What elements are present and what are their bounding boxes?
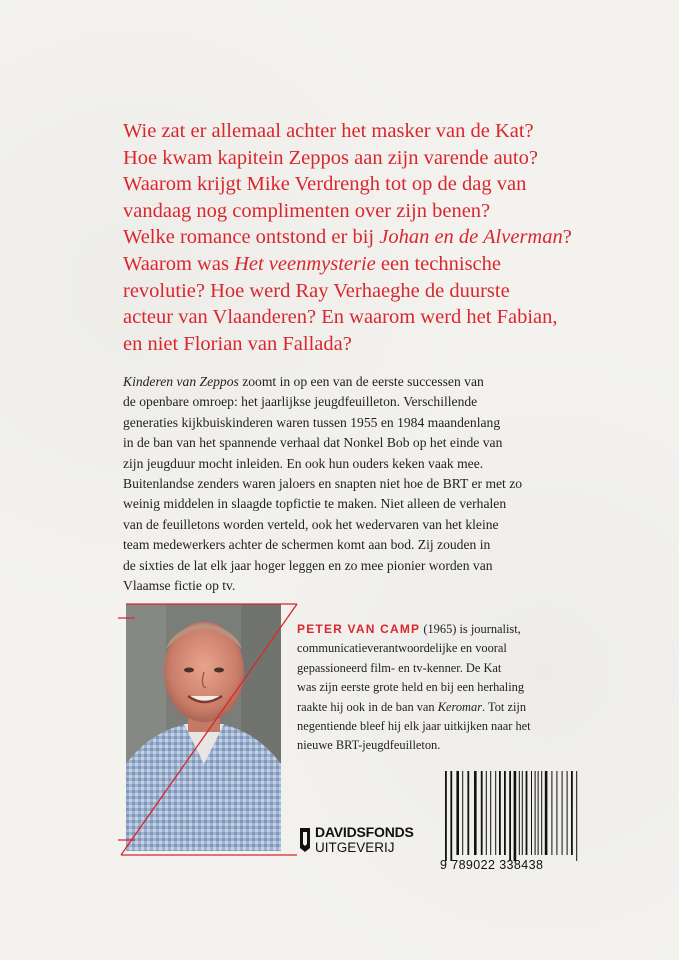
question-line <box>123 171 593 198</box>
publisher-subtitle: UITGEVERIJ <box>315 840 395 855</box>
text-run: in de ban van het spannende verhaal dat Nonkel Bob op het einde van <box>123 435 503 451</box>
barcode-bar <box>531 771 532 855</box>
text-run: de sixties de lat elk jaar hoger leggen en zo mee pionier worden van <box>123 557 493 573</box>
barcode-bar <box>538 771 539 855</box>
barcode-bar <box>526 771 528 855</box>
blurb-line <box>123 576 573 596</box>
blurb-line <box>123 515 573 535</box>
text-run: raakte hij ook in de ban van <box>297 699 438 714</box>
publisher-logo <box>298 820 438 860</box>
barcode-bar <box>571 771 573 855</box>
text-run: Waarom was <box>123 252 235 275</box>
barcode-bar <box>545 771 548 855</box>
book-blurb <box>123 372 573 596</box>
text-run: generaties kijkbuiskinderen waren tussen 1955 en 1984 maandenlang <box>123 414 501 430</box>
barcode-bar <box>576 771 577 861</box>
question-line <box>123 251 593 278</box>
barcode-bar <box>509 771 511 861</box>
barcode-bar <box>450 771 452 861</box>
isbn-barcode <box>442 771 582 863</box>
text-run: . Tot zijn <box>482 699 527 714</box>
barcode-bar <box>556 771 557 855</box>
barcode-bar <box>486 771 487 855</box>
blurb-line <box>123 535 573 555</box>
text-run: Hoe kwam kapitein Zeppos aan zijn varende auto? <box>123 146 538 169</box>
teaser-questions <box>123 118 593 357</box>
text-run: zoomt in op een van de eerste successen van <box>238 374 484 389</box>
text-run: vandaag nog complimenten over zijn benen? <box>123 199 491 222</box>
barcode-bar <box>495 771 496 855</box>
isbn-number: 9 789022 338438 <box>440 858 544 872</box>
text-run: Vlaamse fictie op tv. <box>123 578 236 594</box>
blurb-line <box>123 494 573 514</box>
barcode-bar <box>519 771 520 855</box>
barcode-bar <box>514 771 517 861</box>
bio-line <box>297 736 577 755</box>
text-run: communicatieverantwoordelijke en vooral <box>297 641 507 656</box>
text-run: van de feuilletons worden verteld, ook het wedervaren van het kleine <box>123 516 499 532</box>
barcode-bar <box>481 771 483 855</box>
barcode-bar <box>522 771 523 855</box>
barcode-bar <box>535 771 536 855</box>
text-run: een technische <box>375 252 501 275</box>
text-run: ? <box>562 226 572 249</box>
question-line <box>123 331 593 358</box>
barcode-bar <box>490 771 491 855</box>
author-portrait-image <box>126 604 281 851</box>
italic-title-text: Keromar <box>437 699 483 714</box>
question-line <box>123 224 593 251</box>
question-line <box>123 145 593 172</box>
author-photo <box>126 604 281 851</box>
barcode-bar <box>445 771 447 861</box>
blurb-line <box>123 392 573 412</box>
text-run: gepassioneerd film- en tv-kenner. De Kat <box>297 660 502 675</box>
barcode-bar <box>562 771 563 855</box>
publisher-logo-icon <box>298 826 312 854</box>
question-line <box>123 278 593 305</box>
text-run: zijn jeugduur mocht inleiden. En ook hun ouders keken vaak mee. <box>123 455 484 471</box>
text-run: en niet Florian van Fallada? <box>123 332 352 355</box>
text-run: Waarom krijgt Mike Verdrengh tot op de dag van <box>123 173 527 196</box>
barcode-bar <box>504 771 506 855</box>
bio-line <box>297 639 577 658</box>
barcode-bar <box>456 771 459 855</box>
question-line <box>123 118 593 145</box>
text-run: (1965) is journalist, <box>420 622 521 636</box>
barcode-bar <box>567 771 568 855</box>
text-run: acteur van Vlaanderen? En waarom werd het Fabian, <box>123 306 558 329</box>
blurb-line <box>123 433 573 453</box>
text-run: de openbare omroep: het jaarlijkse jeugdfeuilleton. Verschillende <box>123 394 478 410</box>
bio-line <box>297 698 577 717</box>
barcode-bar <box>499 771 501 855</box>
question-line <box>123 198 593 225</box>
barcode-bar <box>541 771 542 855</box>
author-name: PETER VAN CAMP <box>297 622 421 636</box>
italic-title-text: Kinderen van Zeppos <box>123 374 239 389</box>
bio-line <box>297 717 577 736</box>
barcode-bar <box>551 771 552 855</box>
text-run: Buitenlandse zenders waren jaloers en snapten niet hoe de BRT er met zo <box>123 476 523 492</box>
text-run: Wie zat er allemaal achter het masker van de Kat? <box>123 120 534 142</box>
blurb-line <box>123 372 573 392</box>
author-bio <box>297 620 577 756</box>
text-run: was zijn eerste grote held en bij een herhaling <box>297 680 525 695</box>
text-run: revolutie? Hoe werd Ray Verhaeghe de duurste <box>123 279 510 302</box>
question-line <box>123 304 593 331</box>
text-run: nieuwe BRT-jeugdfeuilleton. <box>297 738 441 753</box>
blurb-line <box>123 556 573 576</box>
text-run: weinig middelen in slaagde topfictie te maken. Niet alleen de verhalen <box>123 496 507 512</box>
bio-line <box>297 678 577 697</box>
bio-line <box>297 659 577 678</box>
blurb-line <box>123 413 573 433</box>
text-run: Welke romance ontstond er bij <box>123 226 380 249</box>
barcode-bar <box>467 771 469 855</box>
publisher-name: DAVIDSFONDS <box>315 824 414 840</box>
blurb-line <box>123 474 573 494</box>
text-run: team medewerkers achter de schermen komt aan bod. Zij zouden in <box>123 537 491 553</box>
italic-title-text: Johan en de Alverman <box>379 226 563 249</box>
blurb-line <box>123 454 573 474</box>
text-run: negentiende bleef hij elk jaar uitkijken naar het <box>297 719 531 734</box>
barcode-bar <box>474 771 477 855</box>
italic-title-text: Het veenmysterie <box>234 252 376 275</box>
barcode-bar <box>462 771 463 855</box>
